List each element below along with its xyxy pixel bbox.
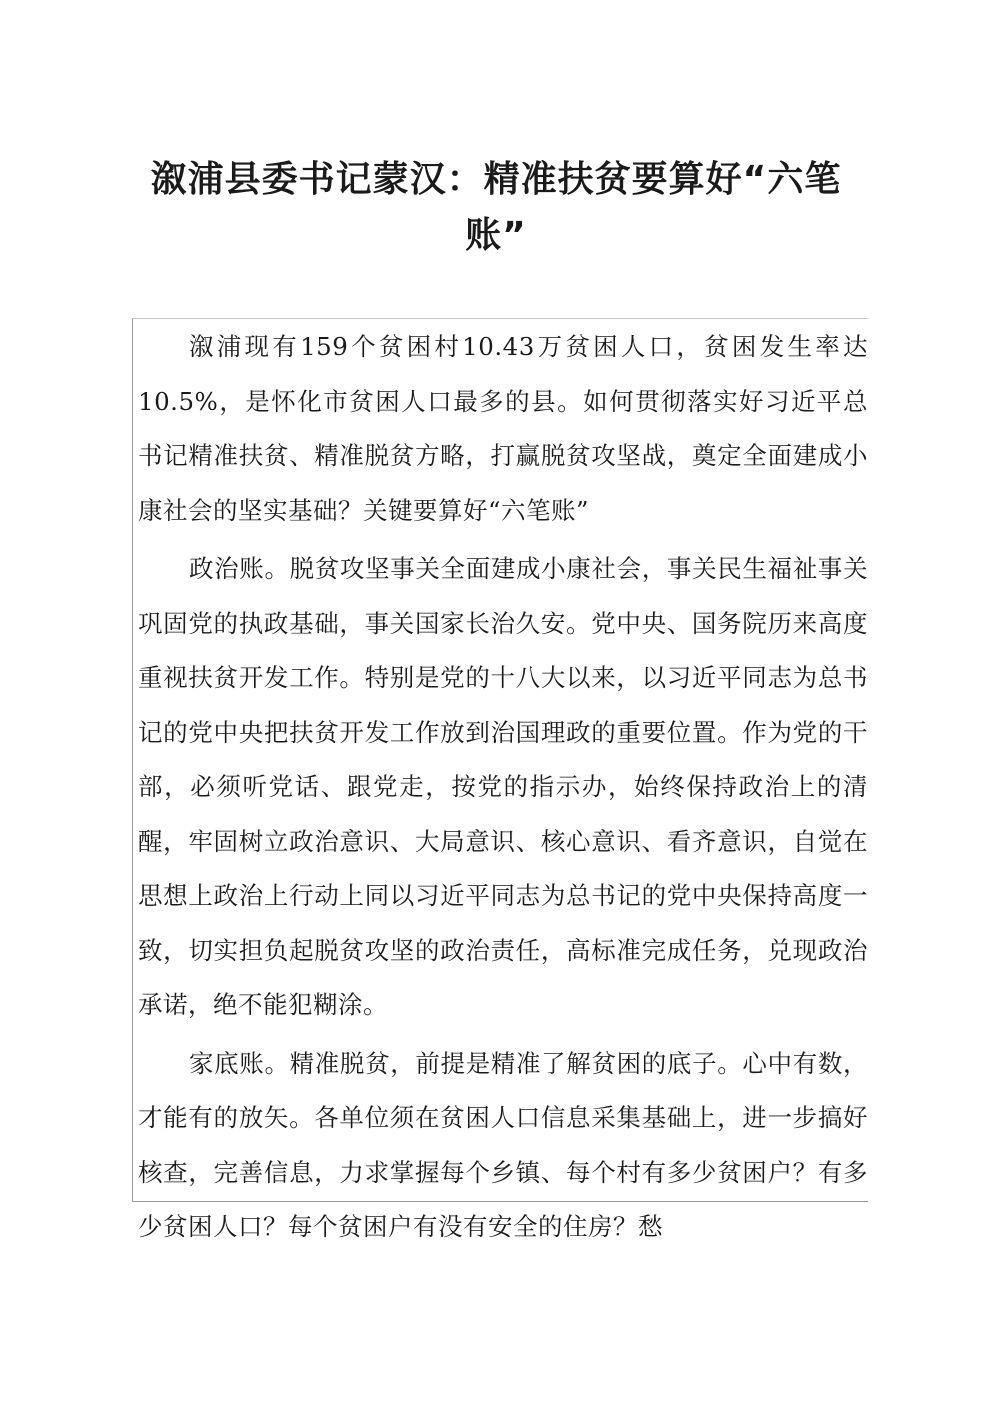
document-body [132, 318, 868, 1241]
paragraph-political-account: 政治账。脱贫攻坚事关全面建成小康社会，事关民生福祉事关巩固党的执政基础，事关国家长治久安。党中央、国务院历来高度重视扶贫开发工作。特别是党的十八大以来，以习近平同志为总书记的党中央把扶贫开发工作放到治国理政的重要位置。作为党的干部，必须听党话、跟党走，按党的指示办，始终保持政治上的清醒，牢固树立政治意识、大局意识、核心意识、看齐意识，自觉在思想上政治上行动上同以习近平同志为总书记的党中央保持高度一致，切实担负起脱贫攻坚的政治责任，高标准完成任务，兑现政治承诺，绝不能犯糊涂。 [138, 554, 868, 1019]
paragraph-family-account: 家底账。精准脱贫，前提是精准了解贫困的底子。心中有数，才能有的放矢。各单位须在贫困人口信息采集基础上，进一步搞好核查，完善信息，力求掌握每个乡镇、每个村有多少贫困户？有多少贫困人口？每个贫困户有没有安全的住房？愁 [138, 1048, 868, 1241]
document-title: 溆浦县委书记蒙汉：精准扶贫要算好“六笔账” [150, 159, 842, 256]
paragraph-intro: 溆浦现有159个贫困村10.43万贫困人口，贫困发生率达10.5%，是怀化市贫困人口最多的县。如何贯彻落实好习近平总书记精准扶贫、精准脱贫方略，打赢脱贫攻坚战，奠定全面建成小康社会的坚实基础？关键要算好“六笔账” [138, 332, 868, 525]
